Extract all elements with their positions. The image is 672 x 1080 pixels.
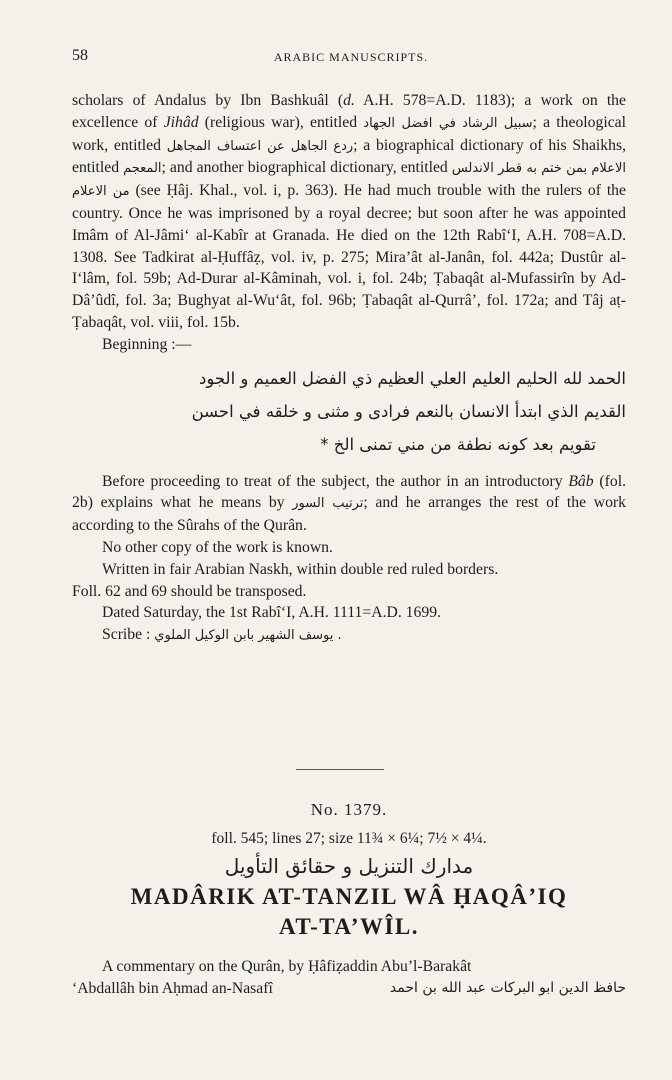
entry-desc-line-1: A commentary on the Qurân, by Ḥâfiẓaddin Abu’l-Barakât — [102, 958, 472, 975]
text-run: ; a theological work, entitled — [72, 113, 627, 154]
line-dated: Dated Saturday, the 1st Rabî‘I, A.H. 1111=A.D. 1699. — [102, 604, 441, 622]
arabic-beginning — [72, 362, 626, 461]
entry-title — [72, 882, 626, 942]
text-run: (see Ḥâj. Khal., vol. i, p. 363). He had much trouble with the rulers of the country. Once he was imprisoned by a royal decree; but soon after he was appointed Imâm of Al-Jâmi‘ al-Kabîr at Granada. He died on the 12th Rabî‘I, A.H. 708=A.D. 1308. See Tadkirat al-Ḥuffâẓ, vol. iv, p. 275; Mira’ât al-Janân, fol. 442a; Dustûr al-I‘lâm, fol. 59b; Ad-Durar al-Kâminah, vol. i, fol. 24b; Ṭabaqât al-Mufassirîn by Ad-Dâ’ûdî, fol. 3a; Bughyat al-Wu‘ât, fol. 96b; Ṭabaqât al-Qurrâ’, fol. 172a; and Tâj aṭ-Ṭabaqât, vol. viii, fol. 15b. — [72, 182, 626, 331]
text-run: ; a biographical dictionary of his Shaikhs, entitled — [72, 136, 626, 177]
scribe-label: Scribe : — [102, 626, 151, 644]
arabic-line-2: القديم الذي ابتدأ الانسان بالنعم فرادى و مثنى و خلقه في احسن — [191, 401, 626, 421]
text-run: scholars of Andalus by Ibn Bashkuâl ( — [72, 92, 344, 109]
entry-description — [72, 956, 626, 1000]
line-scribe — [72, 624, 626, 647]
text-run: (religious war), entitled — [198, 113, 364, 131]
main-text — [72, 90, 626, 647]
text-run: (fol. 2b) explains what he means by — [72, 472, 626, 512]
text-run: Before proceeding to treat of the subject, the author in an introductory — [102, 472, 569, 490]
entry-title-line-1: MADÂRIK AT-TANZIL WÂ ḤAQÂ’IQ — [130, 884, 568, 909]
text-run: ; and another biographical dictionary, entitled — [161, 159, 452, 177]
entry-number: No. 1379. — [310, 800, 388, 819]
author-name: ‘Abdallâh bin Aḥmad an-Nasafî — [72, 979, 273, 997]
running-title: ARABIC MANUSCRIPTS. — [273, 50, 429, 64]
beginning-label: Beginning :— — [102, 335, 192, 353]
paragraph-ibn-bashkual — [72, 90, 626, 334]
arabic-title-mujam: المعجم — [123, 161, 162, 177]
section-divider — [296, 769, 384, 770]
scribe-name-arabic: يوسف الشهير بابن الوكيل الملوي . — [154, 628, 342, 644]
author-name-arabic: حافظ الدين ابو البركات عبد الله بن احمد — [389, 979, 626, 996]
text-run: ; and he arranges the rest of the work according to the Sûrahs of the Qurân. — [72, 494, 626, 535]
italic-bab: Bâb — [568, 472, 594, 490]
catalog-entry-1379 — [72, 790, 626, 1000]
line-written: Written in fair Arabian Naskh, within double red ruled borders. — [102, 560, 499, 578]
arabic-line-3: تقويم بعد كونه نطفة من مني تمنى الخ ‌* — [320, 434, 596, 454]
entry-title-line-2: AT-TA’WÎL. — [278, 914, 420, 939]
arabic-line-1: الحمد لله الحليم العليم العلي العظيم ذي الفضل العميم و الجود — [199, 368, 626, 388]
arabic-title-sabil: سبيل الرشاد — [462, 115, 533, 131]
text-run: A.H. 578=A.D. 1183); a work on the excellence of — [72, 92, 626, 131]
entry-desc-line-2 — [72, 978, 626, 1000]
entry-arabic-title: مدارك التنزيل و حقائق التأويل — [224, 854, 474, 878]
arabic-title-rad: ردع الجاهل عن اعتساف المجاهل — [166, 138, 354, 154]
line-no-other-copy: No other copy of the work is known. — [102, 538, 333, 556]
line-foll-transposed: Foll. 62 and 69 should be transposed. — [72, 582, 307, 600]
arabic-title-ilam: الاعلام بمن ختم به قطر الاندلس من الاعلام — [72, 161, 626, 200]
italic-run: d. — [343, 92, 355, 109]
page-number: 58 — [72, 47, 88, 64]
arabic-title-jihad: في افضل الجهاد — [363, 115, 456, 131]
italic-jihad: Jihâd — [163, 113, 199, 131]
page-header — [72, 47, 630, 69]
entry-physical-description: foll. 545; lines 27; size 11¾ × 6¼; 7½ × 4¼. — [211, 830, 487, 847]
paragraph-before-proceeding — [72, 471, 626, 537]
arabic-tartib: ترتيب السور — [292, 496, 364, 512]
